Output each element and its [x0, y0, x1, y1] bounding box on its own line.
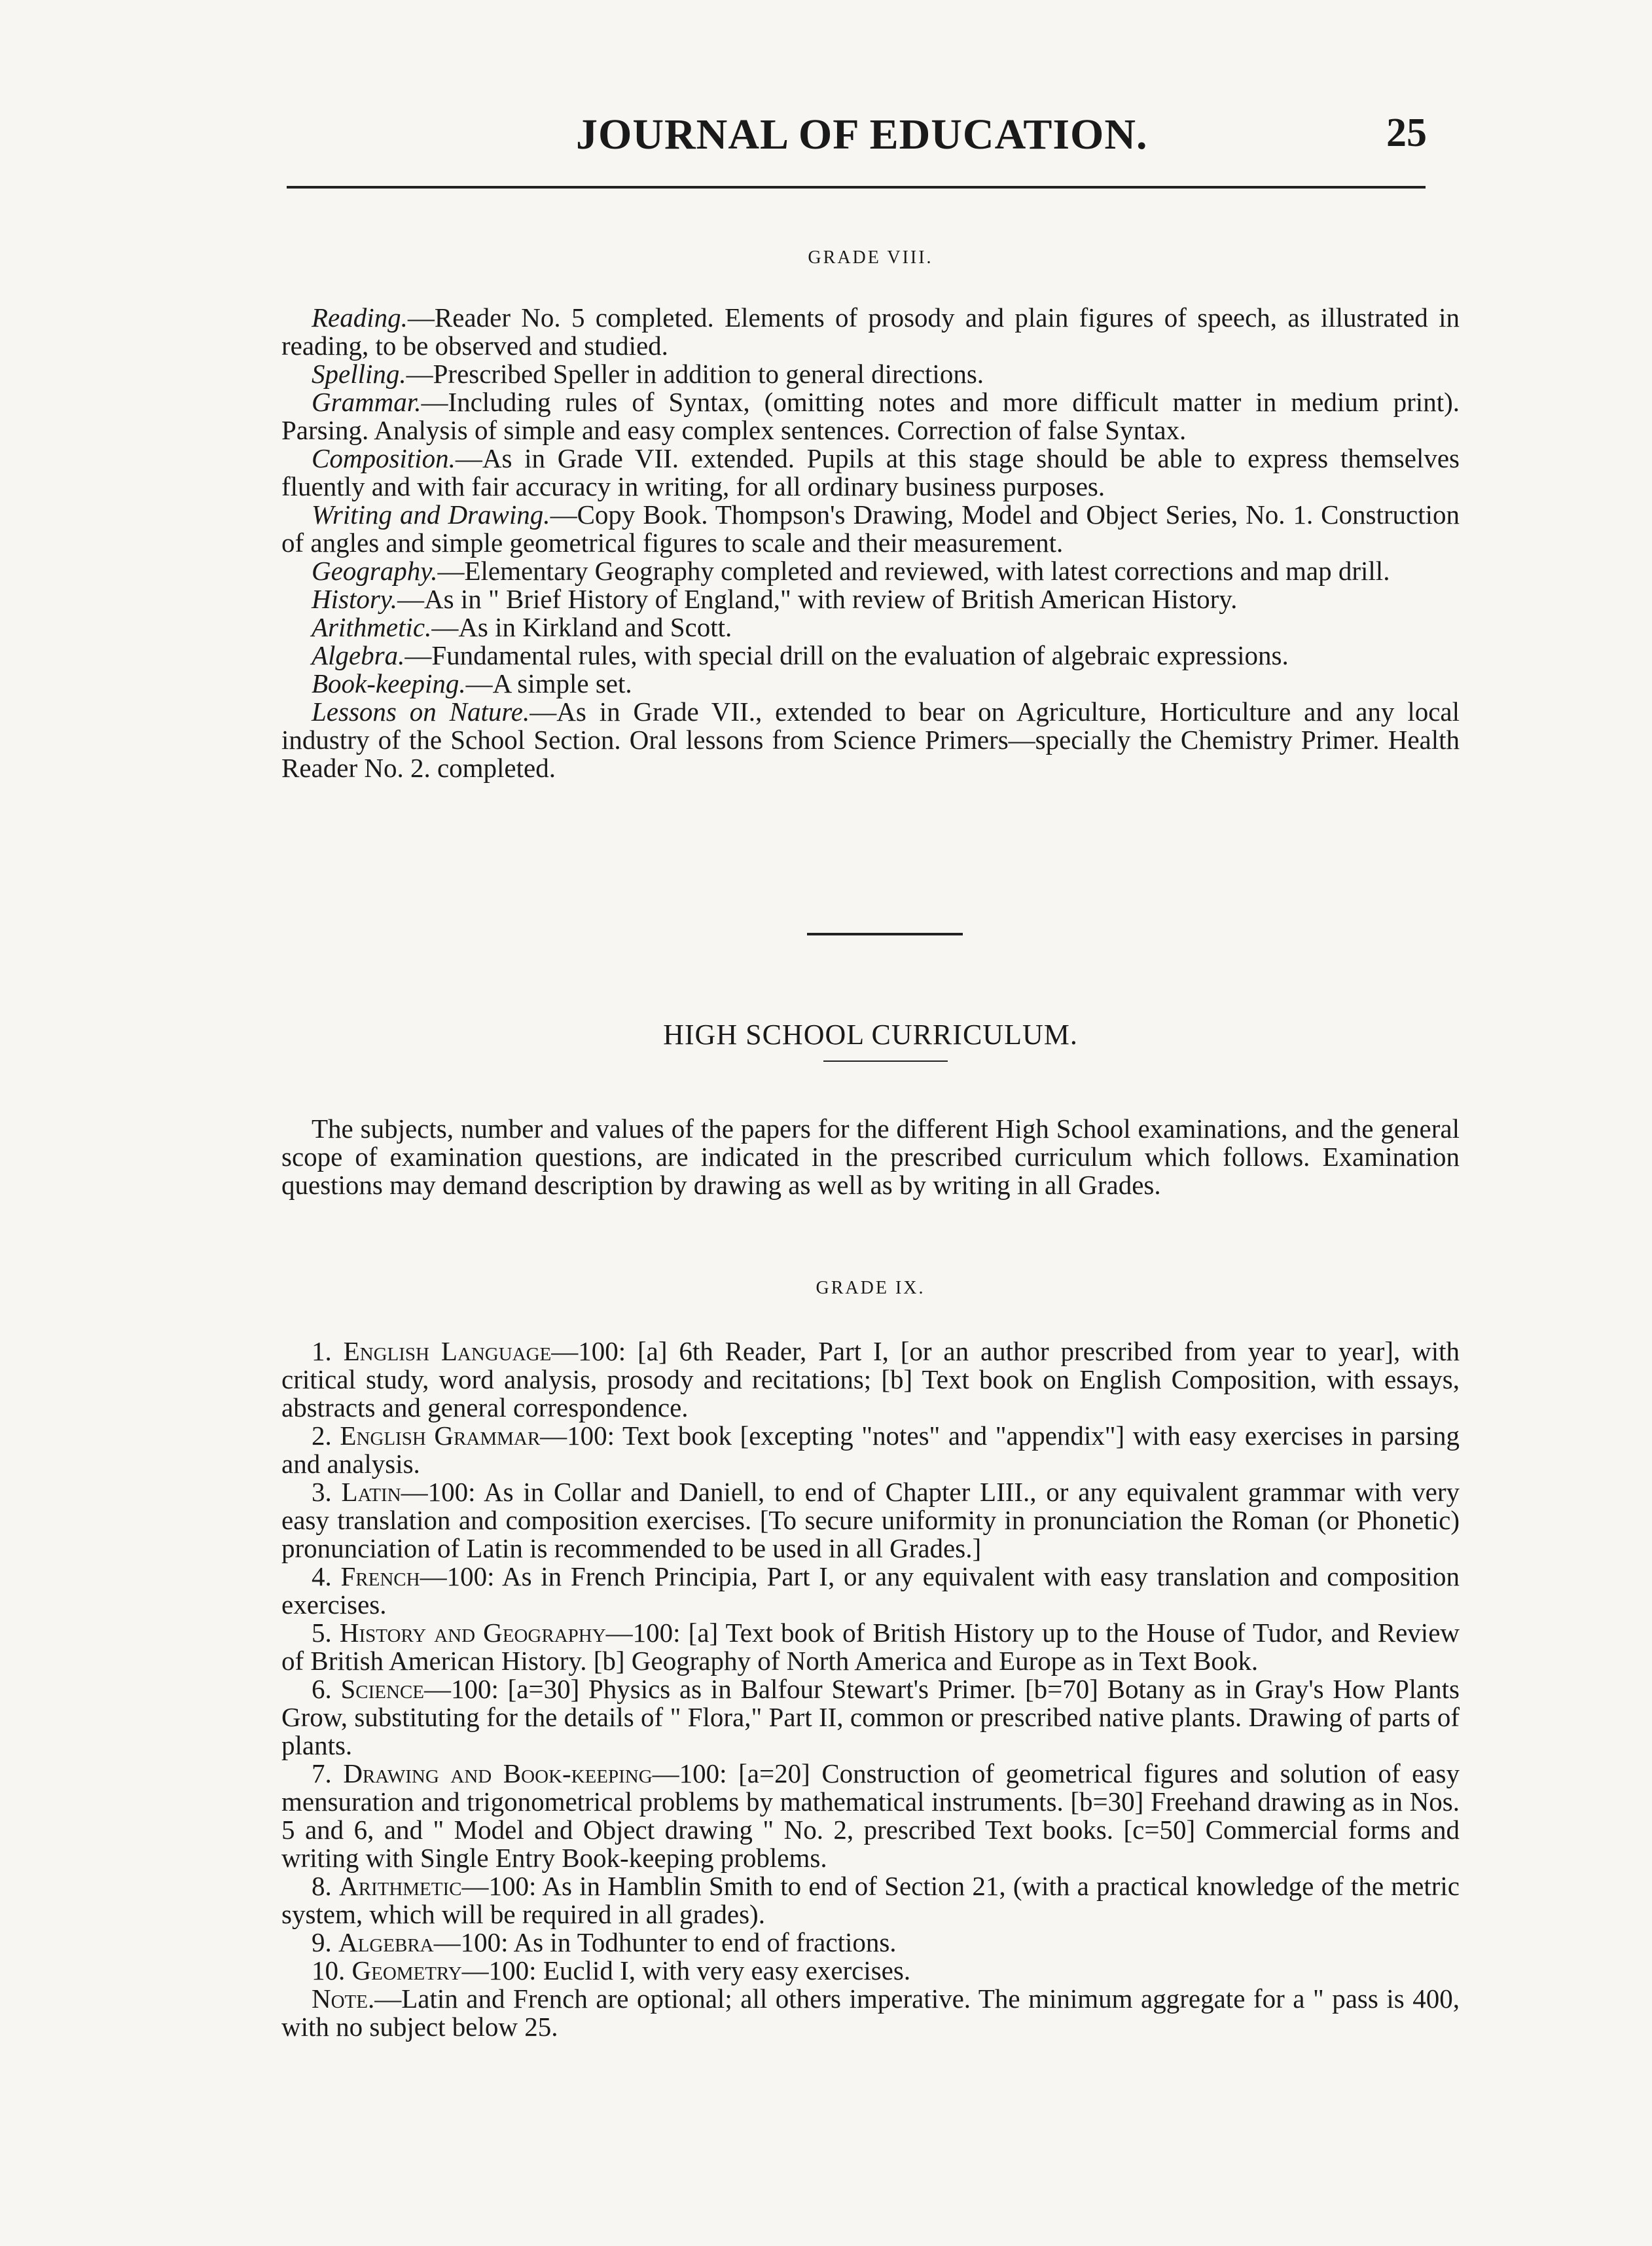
item-text: —Prescribed Speller in addition to general directions.: [406, 359, 984, 389]
note-label: Note.: [312, 1983, 375, 2014]
item-number: 3.: [312, 1477, 332, 1507]
item-subject: Geometry—100:: [351, 1955, 537, 1985]
item-text: [a] 6th Reader, Part I, [or an author prescribed from year to year], with critical study, word analysis, prosody and recitations; [b] Text book on English Composition, with essays, abstracts and general correspondence.: [281, 1336, 1460, 1422]
item-number: 5.: [312, 1618, 332, 1648]
item-number: 10.: [312, 1955, 346, 1985]
item-label: Book-keeping.: [312, 668, 466, 698]
grade-viii-item: [281, 698, 1460, 782]
grade-viii-item: [281, 642, 1460, 670]
item-label: Algebra.: [312, 640, 405, 670]
note-text: —Latin and French are optional; all others imperative. The minimum aggregate for a " pass is 400, with no subject below 25.: [281, 1983, 1460, 2042]
grade-viii-item: [281, 388, 1460, 444]
item-text: —Elementary Geography completed and reviewed, with latest corrections and map drill.: [437, 556, 1390, 586]
item-label: Reading.: [312, 302, 408, 333]
grade-ix-item: [281, 1337, 1460, 1422]
page-number: 25: [1386, 111, 1427, 155]
item-text: —Reader No. 5 completed. Elements of prosody and plain figures of speech, as illustrated in reading, to be observed and studied.: [281, 302, 1460, 361]
grade-viii-item: [281, 501, 1460, 557]
item-text: —A simple set.: [465, 668, 632, 698]
item-text: —Copy Book. Thompson's Drawing, Model and Object Series, No. 1. Construction of angles and simple geometrical figures to scale and their measurement.: [281, 499, 1460, 558]
section-divider: [807, 933, 963, 935]
item-text: [a] Text book of British History up to the House of Tudor, and Review of British American History. [b] Geography of North America and Europe as in Text Book.: [281, 1618, 1460, 1676]
grade-ix-section: [281, 1337, 1460, 2041]
grade-ix-item: [281, 1619, 1460, 1675]
grade-viii-item: [281, 585, 1460, 613]
item-subject: English Grammar—100:: [340, 1421, 615, 1451]
grade-viii-heading: GRADE VIII.: [808, 247, 933, 268]
item-text: —Including rules of Syntax, (omitting notes and more difficult matter in medium print). Parsing. Analysis of simple and easy complex sentences. Correction of false Syntax.: [281, 387, 1460, 445]
item-text: —Fundamental rules, with special drill on the evaluation of algebraic expressions.: [404, 640, 1289, 670]
item-number: 4.: [312, 1561, 332, 1591]
grade-viii-item: [281, 557, 1460, 585]
item-number: 1.: [312, 1336, 332, 1366]
item-text: [a=30] Physics as in Balfour Stewart's Primer. [b=70] Botany as in Gray's How Plants Grow, substituting for the details of " Flora," Part II, common or prescribed native plants. Drawing of parts of plants.: [281, 1674, 1460, 1760]
item-label: Grammar.: [312, 387, 422, 417]
item-label: Arithmetic.: [312, 612, 432, 642]
item-text: As in Collar and Daniell, to end of Chapter LIII., or any equivalent grammar with very easy translation and composition exercises. [To secure uniformity in pronunciation the Roman (or Phonetic) pronunciation of Latin is recommended to be used in all Grades.]: [281, 1477, 1460, 1563]
item-label: Geography.: [312, 556, 438, 586]
grade-ix-item: [281, 1957, 1460, 1985]
grade-viii-item: [281, 304, 1460, 360]
item-text: As in Hamblin Smith to end of Section 21, (with a practical knowledge of the metric system, which will be required in all grades).: [281, 1871, 1460, 1929]
grade-viii-section: [281, 304, 1460, 782]
item-number: 6.: [312, 1674, 332, 1704]
item-subject: Latin—100:: [341, 1477, 476, 1507]
item-label: History.: [312, 584, 397, 614]
item-number: 2.: [312, 1421, 332, 1451]
grade-ix-item: [281, 1422, 1460, 1478]
item-subject: Algebra—100:: [338, 1927, 509, 1957]
grade-ix-item: [281, 1760, 1460, 1872]
item-text: —As in Grade VII., extended to bear on Agriculture, Horticulture and any local industry of the School Section. Oral lessons from Science Primers—specially the Chemistry Primer. Health Reader No. 2. completed.: [281, 697, 1460, 783]
grade-ix-item: [281, 1675, 1460, 1760]
grade-ix-item: [281, 1872, 1460, 1929]
item-subject: Arithmetic—100:: [339, 1871, 537, 1901]
item-text: Text book [excepting "notes" and "appendix"] with easy exercises in parsing and analysis.: [281, 1421, 1460, 1479]
grade-viii-item: [281, 360, 1460, 388]
item-subject: English Language—100:: [343, 1336, 626, 1366]
item-text: —As in " Brief History of England," with review of British American History.: [397, 584, 1238, 614]
item-subject: History and Geography—100:: [339, 1618, 681, 1648]
item-subject: French—100:: [340, 1561, 495, 1591]
item-label: Lessons on Nature.: [312, 697, 530, 727]
item-text: As in French Principia, Part I, or any equivalent with easy translation and composition exercises.: [281, 1561, 1460, 1620]
grade-ix-note: [281, 1985, 1460, 2041]
item-text: Euclid I, with very easy exercises.: [536, 1955, 911, 1985]
grade-ix-item: [281, 1478, 1460, 1563]
item-label: Writing and Drawing.: [312, 499, 550, 530]
title-underline: [823, 1060, 948, 1062]
high-school-intro-section: [281, 1115, 1460, 1199]
item-text: —As in Kirkland and Scott.: [431, 612, 732, 642]
item-number: 8.: [312, 1871, 332, 1901]
item-text: —As in Grade VII. extended. Pupils at this stage should be able to express themselves fluently and with fair accuracy in writing, for all ordinary business purposes.: [281, 443, 1460, 501]
grade-ix-item: [281, 1563, 1460, 1619]
grade-viii-item: [281, 444, 1460, 501]
item-number: 9.: [312, 1927, 332, 1957]
item-text: [a=20] Construction of geometrical figures and solution of easy mensuration and trigonometrical problems by mathematical instruments. [b=30] Freehand drawing as in Nos. 5 and 6, and " Model and Object drawing " No. 2, prescribed Text books. [c=50] Commercial forms and writing with Single Entry Book-keeping problems.: [281, 1758, 1460, 1873]
grade-ix-heading: GRADE IX.: [816, 1278, 925, 1298]
journal-title: JOURNAL OF EDUCATION.: [576, 111, 1148, 158]
item-text: As in Todhunter to end of fractions.: [508, 1927, 897, 1957]
item-subject: Drawing and Book-keeping—100:: [343, 1758, 727, 1788]
item-label: Spelling.: [312, 359, 406, 389]
header-rule: [287, 186, 1426, 189]
grade-viii-item: [281, 670, 1460, 698]
item-label: Composition.: [312, 443, 456, 473]
grade-viii-item: [281, 613, 1460, 642]
high-school-title: HIGH SCHOOL CURRICULUM.: [663, 1019, 1078, 1051]
page-header: [281, 110, 1427, 162]
item-subject: Science—100:: [340, 1674, 499, 1704]
high-school-intro: The subjects, number and values of the papers for the different High School examinations, and the general scope of examination questions, are indicated in the prescribed curriculum which follows. Examination questions may demand description by drawing as well as by writing in all Grades.: [281, 1114, 1460, 1200]
item-number: 7.: [312, 1758, 332, 1788]
grade-ix-item: [281, 1929, 1460, 1957]
